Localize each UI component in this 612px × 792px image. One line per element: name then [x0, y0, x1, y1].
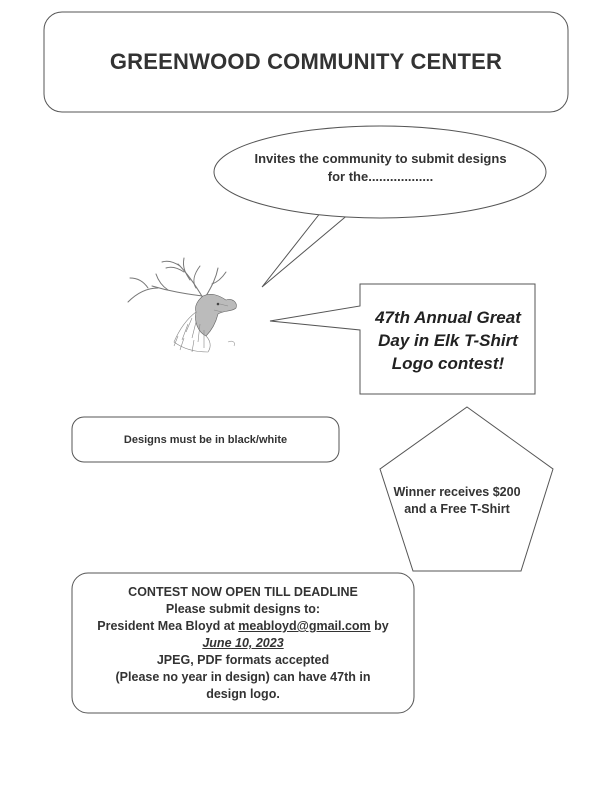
contest-line-3: Logo contest!	[391, 354, 505, 373]
prize-text	[392, 484, 522, 518]
page-title: GREENWOOD COMMUNITY CENTER	[109, 49, 503, 74]
info-submit-label: Please submit designs to:	[165, 602, 321, 616]
info-note-1: (Please no year in design) can have 47th in	[115, 670, 371, 684]
contest-line-1: 47th Annual Great	[375, 308, 521, 327]
info-by: by	[370, 619, 389, 633]
invitation-line-1: Invites the community to submit designs	[254, 151, 507, 166]
invitation-text	[228, 150, 533, 186]
contest-info	[72, 584, 414, 703]
info-heading: CONTEST NOW OPEN TILL DEADLINE	[128, 585, 358, 599]
prize-line-1: Winner receives $200	[393, 485, 521, 499]
info-contact-line	[72, 618, 414, 635]
invitation-line-2: for the..................	[327, 169, 434, 184]
elk-sketch-icon	[108, 252, 260, 356]
info-president: President Mea Bloyd at	[97, 619, 239, 633]
info-note-2: design logo.	[206, 687, 280, 701]
email-link[interactable]: meabloyd@gmail.com	[238, 619, 371, 633]
requirement-text: Designs must be in black/white	[123, 433, 288, 446]
contest-line-2: Day in Elk T-Shirt	[378, 331, 518, 350]
contest-title	[360, 306, 536, 375]
info-formats: JPEG, PDF formats accepted	[156, 653, 330, 667]
deadline-date: June 10, 2023	[202, 636, 284, 650]
prize-line-2: and a Free T-Shirt	[404, 502, 510, 516]
